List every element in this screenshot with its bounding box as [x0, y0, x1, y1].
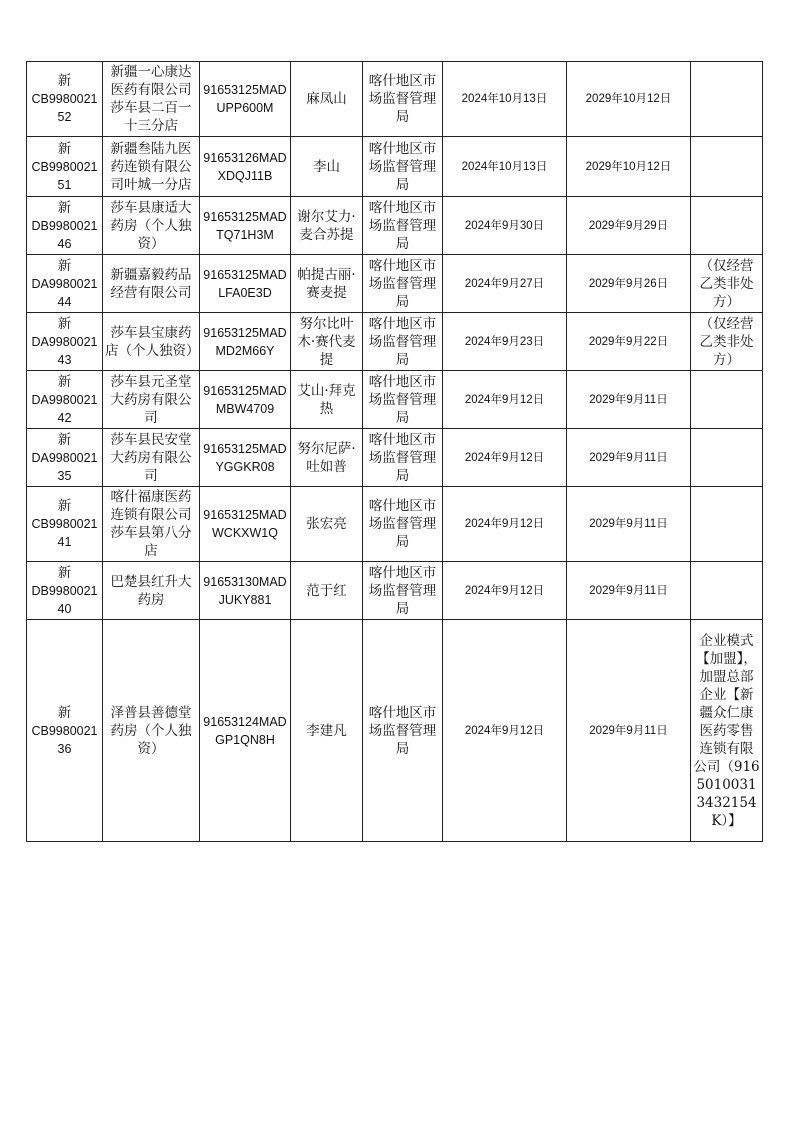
credit-code-cell: 91653125MADWCKXW1Q: [200, 487, 291, 562]
expiry-date-cell: 2029年10月12日: [567, 137, 691, 197]
issue-date-cell: 2024年9月30日: [443, 197, 567, 255]
legal-rep-cell: 张宏亮: [291, 487, 363, 562]
authority-cell: 喀什地区市场监督管理局: [363, 371, 443, 429]
company-name-cell: 巴楚县红升大药房: [103, 562, 200, 620]
legal-rep-cell: 谢尔艾力·麦合苏提: [291, 197, 363, 255]
table-row: [27, 429, 763, 487]
company-name-cell: 莎车县元圣堂大药房有限公司: [103, 371, 200, 429]
issue-date-cell: 2024年9月23日: [443, 313, 567, 371]
remark-cell: [691, 487, 763, 562]
issue-date-cell: 2024年9月12日: [443, 429, 567, 487]
expiry-date-cell: 2029年9月11日: [567, 620, 691, 842]
license-number-cell: 新 CB998002136: [27, 620, 103, 842]
remark-cell: （仅经营乙类非处方）: [691, 255, 763, 313]
legal-rep-cell: 李山: [291, 137, 363, 197]
credit-code-cell: 91653130MADJUKY881: [200, 562, 291, 620]
credit-code-cell: 91653125MADUPP600M: [200, 62, 291, 137]
license-number-cell: 新 DB998002140: [27, 562, 103, 620]
expiry-date-cell: 2029年9月11日: [567, 429, 691, 487]
credit-code-cell: 91653125MADTQ71H3M: [200, 197, 291, 255]
credit-code-cell: 91653125MADMD2M66Y: [200, 313, 291, 371]
legal-rep-cell: 努尔尼萨·吐如普: [291, 429, 363, 487]
expiry-date-cell: 2029年9月11日: [567, 562, 691, 620]
company-name-cell: 莎车县民安堂大药房有限公司: [103, 429, 200, 487]
table-row: [27, 62, 763, 137]
legal-rep-cell: 努尔比叶木·赛代麦提: [291, 313, 363, 371]
authority-cell: 喀什地区市场监督管理局: [363, 137, 443, 197]
table-row: [27, 197, 763, 255]
table-row: [27, 487, 763, 562]
legal-rep-cell: 范于红: [291, 562, 363, 620]
authority-cell: 喀什地区市场监督管理局: [363, 487, 443, 562]
expiry-date-cell: 2029年9月11日: [567, 487, 691, 562]
license-number-cell: 新 DA998002144: [27, 255, 103, 313]
license-number-cell: 新 DA998002135: [27, 429, 103, 487]
license-number-cell: 新 DA998002142: [27, 371, 103, 429]
remark-cell: [691, 62, 763, 137]
company-name-cell: 新疆叁陆九医药连锁有限公司叶城一分店: [103, 137, 200, 197]
credit-code-cell: 91653125MADMBW4709: [200, 371, 291, 429]
company-name-cell: 莎车县宝康药店（个人独资）: [103, 313, 200, 371]
table-row: [27, 562, 763, 620]
table-row: [27, 371, 763, 429]
remark-cell: 企业模式【加盟】，加盟总部企业【新疆众仁康医药零售连锁有限公司（916501003134321​54K）】: [691, 620, 763, 842]
issue-date-cell: 2024年9月12日: [443, 371, 567, 429]
credit-code-cell: 91653124MADGP1QN8H: [200, 620, 291, 842]
license-table-body: [27, 62, 763, 842]
remark-cell: （仅经营乙类非处方）: [691, 313, 763, 371]
credit-code-cell: 91653125MADYGGKR08: [200, 429, 291, 487]
remark-cell: [691, 197, 763, 255]
authority-cell: 喀什地区市场监督管理局: [363, 197, 443, 255]
license-number-cell: 新 DA998002143: [27, 313, 103, 371]
issue-date-cell: 2024年9月27日: [443, 255, 567, 313]
issue-date-cell: 2024年10月13日: [443, 62, 567, 137]
license-number-cell: 新 CB998002141: [27, 487, 103, 562]
company-name-cell: 喀什福康医药连锁有限公司莎车县第八分店: [103, 487, 200, 562]
license-number-cell: 新 CB998002151: [27, 137, 103, 197]
expiry-date-cell: 2029年9月22日: [567, 313, 691, 371]
legal-rep-cell: 帕提古丽·赛麦提: [291, 255, 363, 313]
issue-date-cell: 2024年9月12日: [443, 620, 567, 842]
legal-rep-cell: 艾山·拜克热: [291, 371, 363, 429]
license-number-cell: 新 CB998002152: [27, 62, 103, 137]
authority-cell: 喀什地区市场监督管理局: [363, 313, 443, 371]
license-table: [26, 61, 763, 842]
expiry-date-cell: 2029年10月12日: [567, 62, 691, 137]
table-row: [27, 620, 763, 842]
remark-cell: [691, 562, 763, 620]
remark-cell: [691, 137, 763, 197]
remark-cell: [691, 371, 763, 429]
table-row: [27, 255, 763, 313]
expiry-date-cell: 2029年9月29日: [567, 197, 691, 255]
remark-cell: [691, 429, 763, 487]
legal-rep-cell: 麻凤山: [291, 62, 363, 137]
authority-cell: 喀什地区市场监督管理局: [363, 62, 443, 137]
legal-rep-cell: 李建凡: [291, 620, 363, 842]
company-name-cell: 新疆嘉毅药品经营有限公司: [103, 255, 200, 313]
company-name-cell: 莎车县康适大药房（个人独资）: [103, 197, 200, 255]
table-row: [27, 313, 763, 371]
issue-date-cell: 2024年9月12日: [443, 487, 567, 562]
authority-cell: 喀什地区市场监督管理局: [363, 562, 443, 620]
table-row: [27, 137, 763, 197]
expiry-date-cell: 2029年9月11日: [567, 371, 691, 429]
credit-code-cell: 91653126MADXDQJ11B: [200, 137, 291, 197]
authority-cell: 喀什地区市场监督管理局: [363, 255, 443, 313]
credit-code-cell: 91653125MADLFA0E3D: [200, 255, 291, 313]
expiry-date-cell: 2029年9月26日: [567, 255, 691, 313]
authority-cell: 喀什地区市场监督管理局: [363, 620, 443, 842]
issue-date-cell: 2024年10月13日: [443, 137, 567, 197]
company-name-cell: 泽普县善德堂药房（个人独资）: [103, 620, 200, 842]
company-name-cell: 新疆一心康达医药有限公司莎车县二百一十三分店: [103, 62, 200, 137]
authority-cell: 喀什地区市场监督管理局: [363, 429, 443, 487]
license-number-cell: 新 DB998002146: [27, 197, 103, 255]
issue-date-cell: 2024年9月12日: [443, 562, 567, 620]
